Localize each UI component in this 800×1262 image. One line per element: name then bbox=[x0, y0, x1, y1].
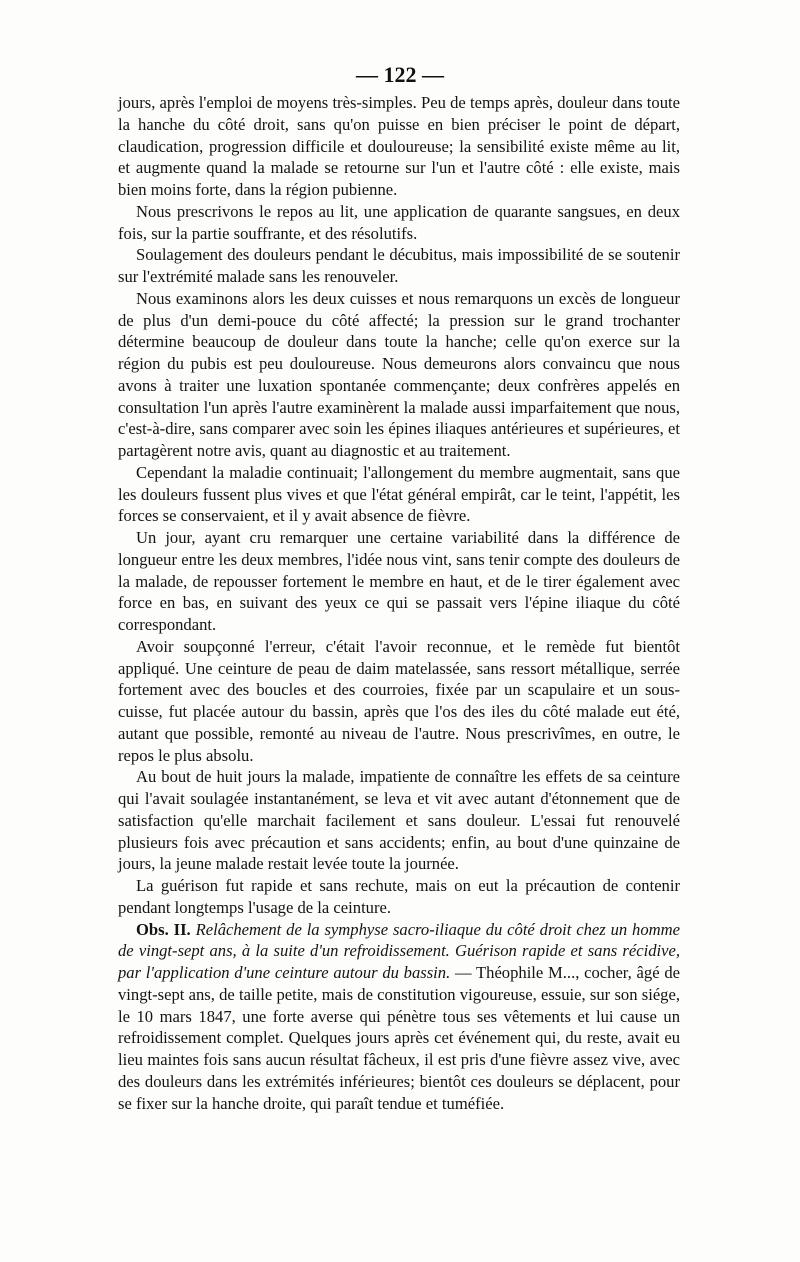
paragraph: Cependant la maladie continuait; l'allongement du membre augmentait, sans que les douleurs fussent plus vives et que l'état général empirât, car le teint, l'appétit, les forces se conservaient, et il y avait absence de fièvre. bbox=[118, 462, 680, 526]
observation-paragraph bbox=[118, 919, 680, 1115]
paragraph: Nous prescrivons le repos au lit, une application de quarante sangsues, en deux fois, sur la partie souffrante, et des résolutifs. bbox=[118, 201, 680, 243]
paragraph: Au bout de huit jours la malade, impatiente de connaître les effets de sa ceinture qui l'avait soulagée instantanément, se leva et vit avec autant d'étonnement que de satisfaction qu'elle marchait facilement et sans douleur. L'essai fut renouvelé plusieurs fois avec précaution et sans accidents; enfin, au bout d'une quinzaine de jours, la jeune malade restait levée toute la journée. bbox=[118, 767, 680, 874]
observation-body: — Théophile M..., cocher, âgé de vingt-sept ans, de taille petite, mais de constitution vigoureuse, essuie, sur son siége, le 10 mars 1847, une forte averse qui pénètre tous ses vêtements et lui cause un refroidissement complet. Quelques jours après cet événement qui, du reste, avait eu lieu maintes fois sans aucun résultat fâcheux, il est pris d'une fièvre assez vive, avec des douleurs dans les extrémités inférieures; bientôt ces douleurs se déplacent, pour se fixer sur la hanche droite, qui paraît tendue et tuméfiée. bbox=[118, 963, 680, 1113]
paragraph: Avoir soupçonné l'erreur, c'était l'avoir reconnue, et le remède fut bientôt appliqué. Une ceinture de peau de daim matelassée, sans ressort métallique, serrée fortement avec des boucles et des courroies, fixée par un scapulaire et un sous-cuisse, fut placée autour du bassin, après que l'os des iles du côté malade eut été, autant que possible, remonté au niveau de l'autre. Nous prescrivîmes, en outre, le repos le plus absolu. bbox=[118, 636, 680, 765]
body-text bbox=[118, 92, 680, 1114]
paragraph: Nous examinons alors les deux cuisses et nous remarquons un excès de longueur de plus d'un demi-pouce du côté affecté; la pression sur le grand trochanter détermine beaucoup de douleur dans toute la hanche; celle qu'on exerce sur la région du pubis est peu douloureuse. Nous demeurons alors convaincu que nous avons à traiter une luxation spontanée commençante; deux confrères appelés en consultation l'un après l'autre examinèrent la malade aussi imparfaitement que nous, c'est-à-dire, sans comparer avec soin les épines iliaques antérieures et supérieures, et partagèrent notre avis, quant au diagnostic et au traitement. bbox=[118, 288, 680, 460]
paragraph: Soulagement des douleurs pendant le décubitus, mais impossibilité de se soutenir sur l'extrémité malade sans les renouveler. bbox=[118, 245, 680, 286]
observation-title: Relâchement de la symphyse sacro-iliaque du côté droit chez un homme de vingt-sept ans, à la suite d'un refroidissement. Guérison rapide et sans récidive, par l'application d'une ceinture autour du bassin. bbox=[118, 919, 680, 982]
observation-label: Obs. II. bbox=[136, 919, 191, 939]
paragraph: Un jour, ayant cru remarquer une certaine variabilité dans la différence de longueur entre les deux membres, l'idée nous vint, sans tenir compte des douleurs de la malade, de repousser fortement le membre en haut, et de le tirer également avec force en bas, en suivant des yeux ce qui se passait vers l'épine iliaque du côté correspondant. bbox=[118, 528, 680, 634]
paragraph: La guérison fut rapide et sans rechute, mais on eut la précaution de contenir pendant longtemps l'usage de la ceinture. bbox=[118, 876, 680, 917]
page-number: — 122 — bbox=[356, 62, 444, 87]
paragraph: jours, après l'emploi de moyens très-simples. Peu de temps après, douleur dans toute la hanche du côté droit, sans qu'on puisse en bien préciser le point de départ, claudication, progression difficile et douloureuse; la sensibilité existe même au lit, et augmente quand la malade se retourne sur l'un et l'autre côté : elle existe, mais bien moins forte, dans la région pubienne. bbox=[118, 93, 680, 199]
